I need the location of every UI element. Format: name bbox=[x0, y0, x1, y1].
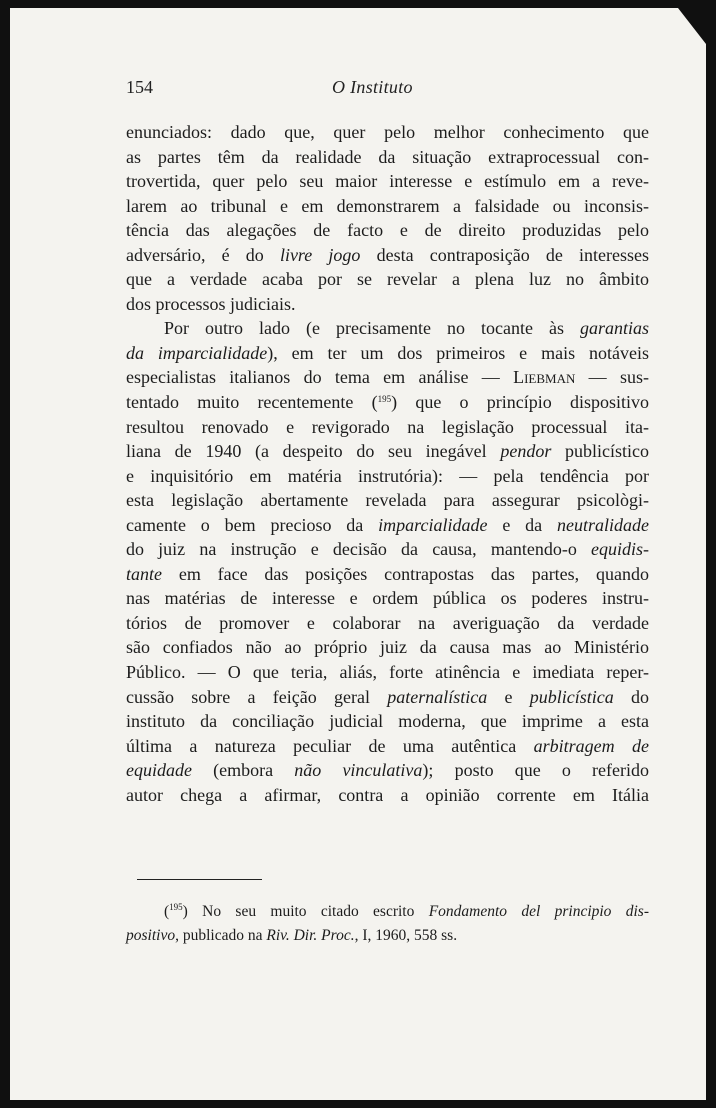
italic-term: neutralidade bbox=[557, 514, 649, 535]
page-number: 154 bbox=[126, 77, 153, 97]
text-line: liana de 1940 (a despeito do seu inegável pendor publicístico bbox=[126, 441, 649, 462]
italic-term: arbitragem de bbox=[533, 735, 649, 756]
italic-term: Fondamento del principio dis- bbox=[428, 903, 649, 920]
text-line: que a verdade acaba por se revelar a plena luz no âmbito bbox=[126, 269, 649, 290]
italic-term: imparcialidade bbox=[378, 514, 488, 535]
footnote-line: positivo, publicado na Riv. Dir. Proc., I, 1960, 558 ss. bbox=[126, 927, 458, 944]
text-line: da imparcialidade), em ter um dos primeiros e mais notáveis bbox=[126, 342, 649, 363]
text-line: tência das alegações de facto e de direito produzidas pelo bbox=[126, 220, 649, 241]
text-line: enunciados: dado que, quer pelo melhor conhecimento que bbox=[126, 122, 649, 142]
italic-term: paternalística bbox=[387, 686, 488, 707]
italic-term: equidis- bbox=[591, 539, 649, 560]
text-line: esta legislação abertamente revelada para assegurar psicològi- bbox=[126, 490, 649, 511]
author-name: Liebman bbox=[513, 367, 576, 388]
italic-term: pendor bbox=[500, 441, 552, 462]
text-line: nas matérias de interesse e ordem pública os poderes instru- bbox=[126, 588, 649, 609]
italic-term: equidade bbox=[126, 760, 192, 781]
running-title: O Instituto bbox=[332, 77, 413, 97]
italic-term: tante bbox=[126, 563, 162, 584]
body-text bbox=[126, 120, 649, 807]
text-line: Público. — O que teria, aliás, forte atinência e imediata reper- bbox=[126, 662, 649, 683]
italic-term: livre jogo bbox=[279, 244, 361, 265]
footnote-divider bbox=[137, 879, 262, 880]
text-line: as partes têm da realidade da situação extraprocessual con- bbox=[126, 146, 649, 167]
text-line: trovertida, quer pelo seu maior interesse e estímulo em a reve- bbox=[126, 171, 649, 192]
page-header bbox=[126, 77, 646, 101]
text-line: Por outro lado (e precisamente no tocante às garantias bbox=[164, 318, 649, 339]
italic-term: publicística bbox=[529, 686, 614, 707]
italic-term: da imparcialidade bbox=[126, 342, 268, 363]
text-line: e inquisitório em matéria instrutória): — pela tendência por bbox=[126, 465, 649, 486]
text-line: equidade (embora não vinculativa); posto que o referido bbox=[126, 760, 650, 781]
text-line: especialistas italianos do tema em análise — Liebman — sus- bbox=[126, 367, 649, 388]
text-line: são confiados não ao próprio juiz da causa mas ao Ministério bbox=[126, 637, 649, 658]
text-line: adversário, é do livre jogo desta contraposição de interesses bbox=[126, 244, 649, 265]
footnote-line: ($^{195}$) No seu muito citado escrito Fondamento del principio dis- bbox=[164, 902, 649, 920]
italic-term: positivo bbox=[126, 927, 176, 944]
text-line: larem ao tribunal e em demonstrarem a falsidade ou inconsis- bbox=[126, 195, 649, 216]
italic-term: não vinculativa bbox=[294, 760, 423, 781]
italic-term: garantias bbox=[579, 318, 649, 339]
text-line: camente o bem precioso da imparcialidade e da neutralidade bbox=[126, 514, 649, 535]
text-line: dos processos judiciais. bbox=[126, 293, 296, 314]
text-line: cussão sobre a feição geral paternalística e publicística do bbox=[126, 686, 649, 707]
footnote-number: 195 bbox=[169, 902, 183, 912]
text-line: tentado muito recentemente ($^{195}$) que o princípio dispositivo bbox=[126, 392, 649, 413]
text-line: última a natureza peculiar de uma autêntica arbitragem de bbox=[126, 735, 649, 756]
text-line: autor chega a afirmar, contra a opinião corrente em Itália bbox=[126, 784, 649, 805]
footnote bbox=[126, 900, 649, 948]
italic-term: Riv. Dir. Proc. bbox=[266, 927, 355, 944]
footnote-reference: 195 bbox=[377, 394, 392, 405]
text-line: tante em face das posições contrapostas das partes, quando bbox=[126, 563, 649, 584]
text-line: do juiz na instrução e decisão da causa, mantendo-o equidis- bbox=[126, 539, 649, 560]
text-line: resultou renovado e revigorado na legislação processual ita- bbox=[126, 416, 649, 437]
text-line: instituto da conciliação judicial moderna, que imprime a esta bbox=[126, 711, 649, 732]
page-corner-shadow bbox=[678, 8, 706, 44]
text-line: tórios de promover e colaborar na averiguação da verdade bbox=[126, 612, 649, 633]
